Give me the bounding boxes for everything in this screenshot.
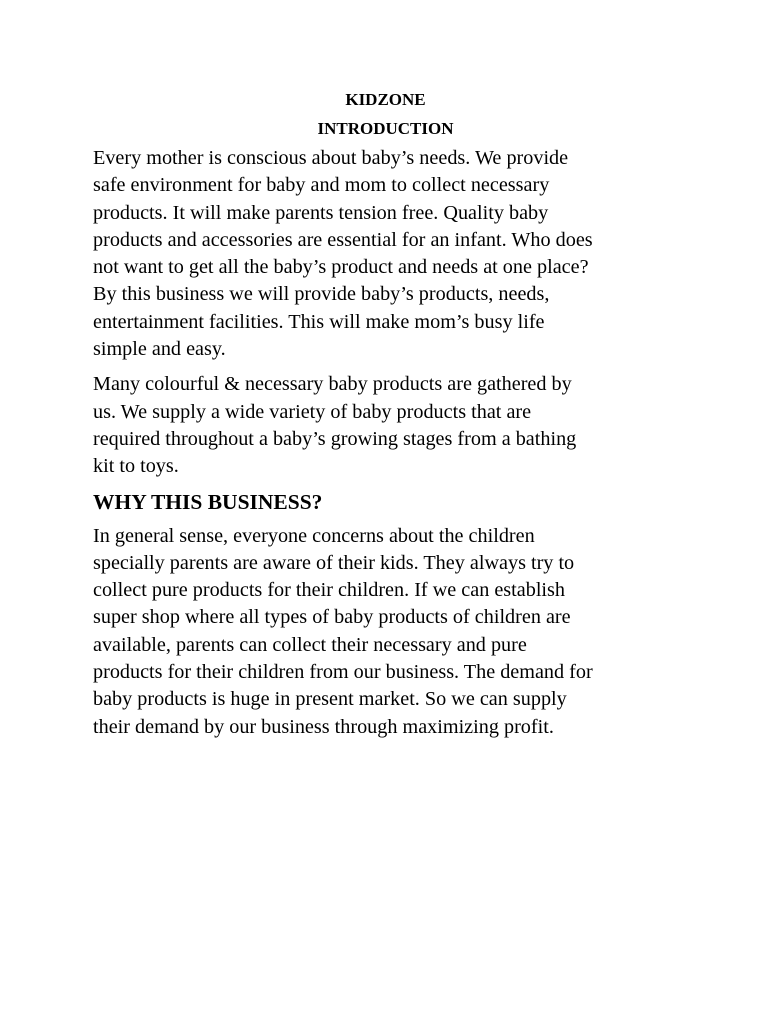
paragraph-line: baby products is huge in present market. So we can supply [93, 688, 567, 711]
intro-paragraph-1 [93, 145, 678, 363]
paragraph-line: simple and easy. [93, 338, 226, 361]
paragraph-line: their demand by our business through maximizing profit. [93, 715, 554, 738]
paragraph-line: In general sense, everyone concerns about the children [93, 524, 535, 547]
paragraph-line: safe environment for baby and mom to collect necessary [93, 174, 550, 197]
paragraph-line: Every mother is conscious about baby’s needs. We provide [93, 147, 569, 169]
paragraph-line: products and accessories are essential for an infant. Who does [93, 228, 593, 251]
paragraph-line: products. It will make parents tension free. Quality baby [93, 201, 549, 224]
paragraph-line: specially parents are aware of their kids. They always try to [93, 551, 575, 574]
paragraph-line: By this business we will provide baby’s products, needs, [93, 283, 550, 306]
document-page [93, 84, 678, 741]
paragraph-line: collect pure products for their children. If we can establish [93, 579, 565, 602]
section-title-introduction: INTRODUCTION [317, 119, 454, 138]
paragraph-line: kit to toys. [93, 455, 179, 478]
paragraph-line: not want to get all the baby’s product and needs at one place? [93, 256, 589, 279]
paragraph-line: required throughout a baby’s growing stages from a bathing [93, 427, 577, 450]
intro-paragraph-2 [93, 371, 678, 480]
why-business-paragraph [93, 523, 678, 741]
document-title: KIDZONE [345, 90, 426, 109]
paragraph-line: Many colourful & necessary baby products are gathered by [93, 373, 572, 396]
paragraph-line: super shop where all types of baby products of children are [93, 606, 571, 629]
section-heading-why-business: WHY THIS BUSINESS? [93, 489, 323, 514]
paragraph-line: us. We supply a wide variety of baby products that are [93, 400, 532, 423]
paragraph-line: products for their children from our business. The demand for [93, 661, 593, 684]
paragraph-line: available, parents can collect their necessary and pure [93, 633, 527, 656]
paragraph-line: entertainment facilities. This will make mom’s busy life [93, 310, 545, 333]
